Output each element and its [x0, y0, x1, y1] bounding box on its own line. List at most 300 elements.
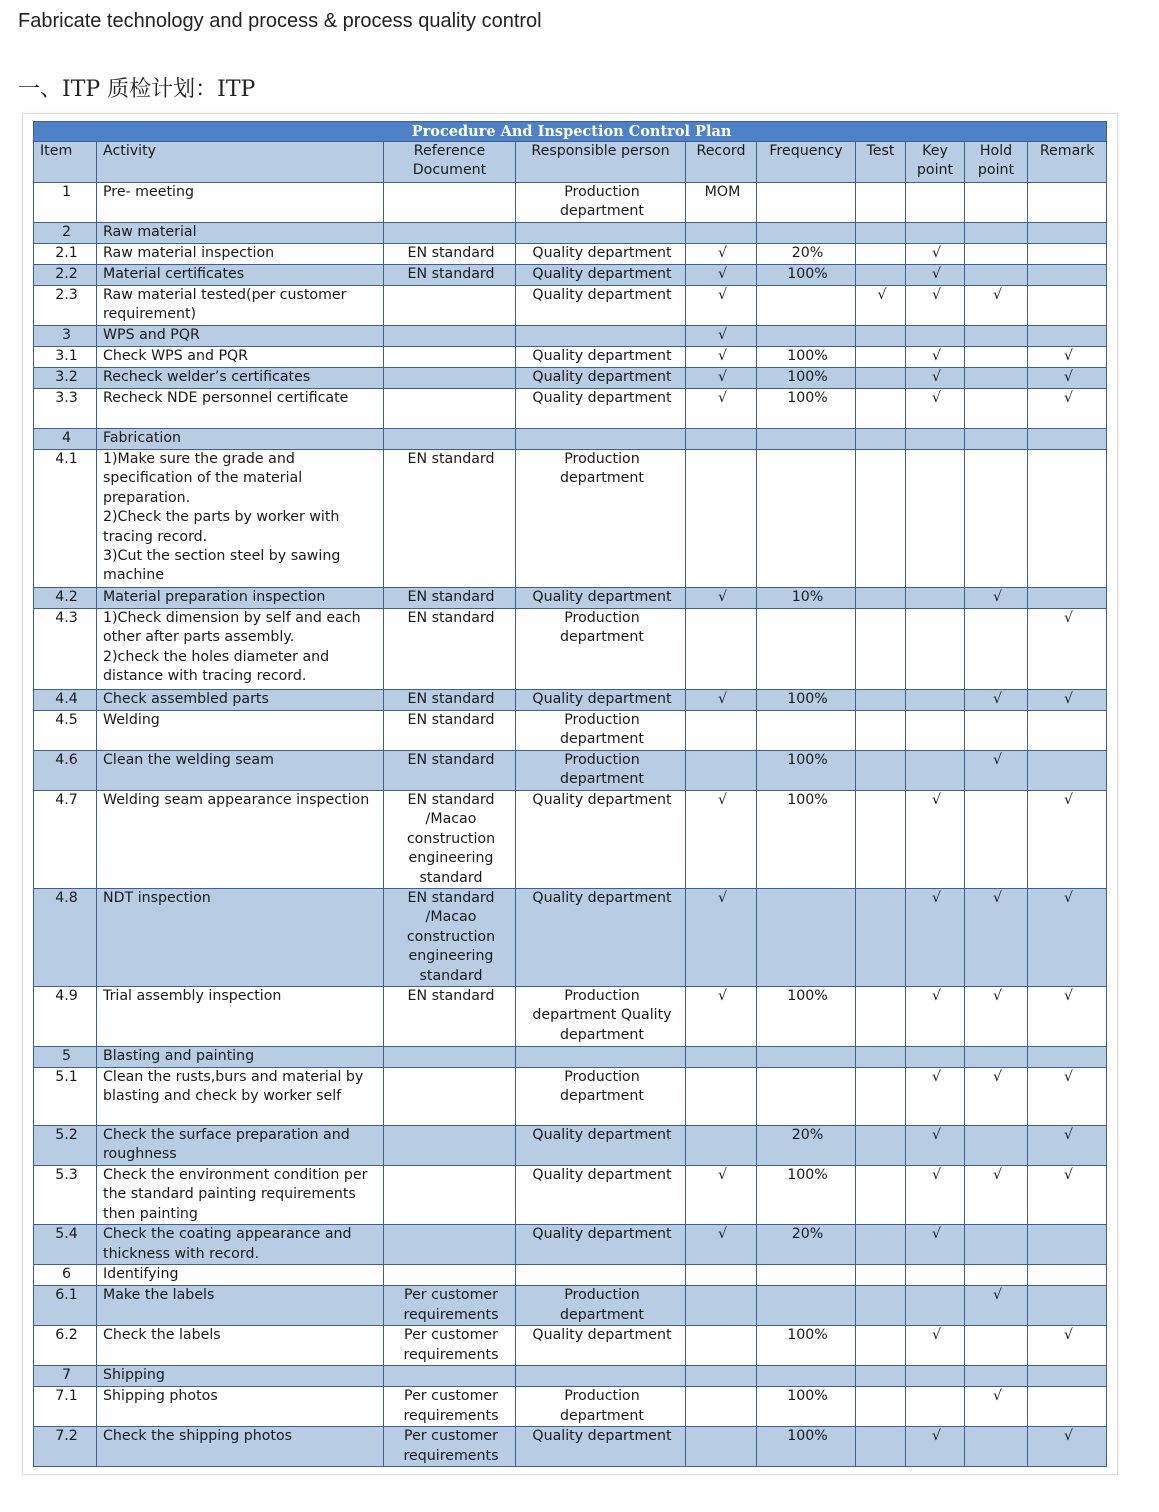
reference-cell: [384, 326, 516, 347]
reference-cell: [384, 183, 516, 223]
test-cell: [856, 1166, 906, 1225]
key-point-cell: [906, 450, 965, 588]
activity-cell: Fabrication: [97, 429, 384, 450]
responsible-cell: Production department: [516, 183, 686, 223]
record-cell: [686, 1387, 757, 1427]
record-cell: [686, 450, 757, 588]
table-row: [34, 265, 1107, 286]
hold-point-cell: [965, 1126, 1028, 1166]
hold-point-cell: [965, 265, 1028, 286]
activity-cell: Check assembled parts: [97, 690, 384, 711]
reference-cell: EN standard: [384, 987, 516, 1047]
remark-cell: √: [1028, 389, 1107, 429]
responsible-cell: [516, 429, 686, 450]
record-cell: √: [686, 265, 757, 286]
reference-cell: Per customer requirements: [384, 1326, 516, 1366]
responsible-cell: Quality department: [516, 791, 686, 889]
hold-point-cell: [965, 347, 1028, 368]
item-cell: 3.2: [34, 368, 97, 389]
responsible-cell: Production department: [516, 751, 686, 791]
test-cell: [856, 1427, 906, 1467]
test-cell: [856, 609, 906, 690]
record-cell: [686, 429, 757, 450]
record-cell: √: [686, 244, 757, 265]
activity-cell: Clean the welding seam: [97, 751, 384, 791]
reference-cell: EN standard: [384, 588, 516, 609]
hold-point-cell: [965, 429, 1028, 450]
table-row: [34, 1225, 1107, 1265]
hold-point-cell: [965, 1326, 1028, 1366]
frequency-cell: 100%: [757, 1166, 856, 1225]
reference-cell: [384, 1265, 516, 1286]
record-cell: [686, 751, 757, 791]
remark-cell: √: [1028, 1126, 1107, 1166]
hold-point-cell: √: [965, 286, 1028, 326]
record-cell: [686, 1286, 757, 1326]
reference-cell: [384, 223, 516, 244]
item-cell: 4.4: [34, 690, 97, 711]
frequency-cell: [757, 1047, 856, 1068]
remark-cell: [1028, 326, 1107, 347]
hold-point-cell: [965, 183, 1028, 223]
key-point-cell: √: [906, 286, 965, 326]
header-key-point: Key point: [906, 142, 965, 183]
table-row: [34, 368, 1107, 389]
table-row: [34, 690, 1107, 711]
item-cell: 4.3: [34, 609, 97, 690]
responsible-cell: Quality department: [516, 1326, 686, 1366]
item-cell: 4.2: [34, 588, 97, 609]
test-cell: [856, 347, 906, 368]
activity-cell: Check the environment condition per the standard painting requirements then painting: [97, 1166, 384, 1225]
reference-cell: [384, 1366, 516, 1387]
remark-cell: [1028, 1047, 1107, 1068]
item-cell: 7: [34, 1366, 97, 1387]
activity-cell: Welding: [97, 711, 384, 751]
record-cell: √: [686, 690, 757, 711]
responsible-cell: Quality department: [516, 1126, 686, 1166]
activity-cell: Check the shipping photos: [97, 1427, 384, 1467]
reference-cell: EN standard: [384, 265, 516, 286]
header-item: Item: [34, 142, 97, 183]
test-cell: [856, 1265, 906, 1286]
reference-cell: EN standard: [384, 450, 516, 588]
hold-point-cell: √: [965, 751, 1028, 791]
hold-point-cell: √: [965, 690, 1028, 711]
responsible-cell: Production department: [516, 711, 686, 751]
hold-point-cell: [965, 368, 1028, 389]
test-cell: [856, 1068, 906, 1126]
record-cell: √: [686, 286, 757, 326]
section-title: 一、ITP 质检计划：ITP: [18, 77, 256, 102]
reference-cell: [384, 1126, 516, 1166]
responsible-cell: Quality department: [516, 368, 686, 389]
item-cell: 1: [34, 183, 97, 223]
reference-cell: [384, 429, 516, 450]
key-point-cell: [906, 609, 965, 690]
table-row: [34, 987, 1107, 1047]
reference-cell: [384, 368, 516, 389]
table-row: [34, 1366, 1107, 1387]
record-cell: √: [686, 326, 757, 347]
table-row: [34, 1126, 1107, 1166]
frequency-cell: 100%: [757, 1427, 856, 1467]
record-cell: √: [686, 389, 757, 429]
reference-cell: EN standard: [384, 244, 516, 265]
frequency-cell: [757, 609, 856, 690]
remark-cell: [1028, 1366, 1107, 1387]
reference-cell: [384, 347, 516, 368]
test-cell: [856, 429, 906, 450]
test-cell: [856, 751, 906, 791]
test-cell: [856, 791, 906, 889]
reference-cell: EN standard: [384, 609, 516, 690]
item-cell: 4.1: [34, 450, 97, 588]
item-cell: 7.1: [34, 1387, 97, 1427]
frequency-cell: [757, 286, 856, 326]
remark-cell: √: [1028, 347, 1107, 368]
responsible-cell: Quality department: [516, 265, 686, 286]
responsible-cell: Production department: [516, 1387, 686, 1427]
remark-cell: [1028, 588, 1107, 609]
item-cell: 5.3: [34, 1166, 97, 1225]
key-point-cell: √: [906, 389, 965, 429]
header-hold-point: Hold point: [965, 142, 1028, 183]
test-cell: [856, 1225, 906, 1265]
table-row: [34, 1068, 1107, 1126]
frequency-cell: 100%: [757, 791, 856, 889]
test-cell: [856, 389, 906, 429]
activity-cell: Blasting and painting: [97, 1047, 384, 1068]
item-cell: 2.3: [34, 286, 97, 326]
table-row: [34, 450, 1107, 588]
item-cell: 4.8: [34, 889, 97, 987]
record-cell: √: [686, 1166, 757, 1225]
table-row: [34, 1326, 1107, 1366]
key-point-cell: [906, 588, 965, 609]
item-cell: 4.9: [34, 987, 97, 1047]
record-cell: [686, 1265, 757, 1286]
frequency-cell: 100%: [757, 265, 856, 286]
reference-cell: EN standard /Macao construction engineering standard: [384, 889, 516, 987]
remark-cell: [1028, 450, 1107, 588]
item-cell: 7.2: [34, 1427, 97, 1467]
frequency-cell: 100%: [757, 389, 856, 429]
reference-cell: EN standard: [384, 711, 516, 751]
responsible-cell: Production department: [516, 609, 686, 690]
frequency-cell: [757, 1068, 856, 1126]
record-cell: [686, 223, 757, 244]
key-point-cell: √: [906, 1166, 965, 1225]
record-cell: [686, 1326, 757, 1366]
remark-cell: [1028, 265, 1107, 286]
key-point-cell: √: [906, 244, 965, 265]
key-point-cell: [906, 429, 965, 450]
hold-point-cell: [965, 711, 1028, 751]
reference-cell: EN standard: [384, 690, 516, 711]
test-cell: [856, 265, 906, 286]
responsible-cell: [516, 1265, 686, 1286]
item-cell: 3.1: [34, 347, 97, 368]
remark-cell: [1028, 751, 1107, 791]
test-cell: [856, 223, 906, 244]
responsible-cell: Quality department: [516, 244, 686, 265]
reference-cell: Per customer requirements: [384, 1427, 516, 1467]
hold-point-cell: √: [965, 1286, 1028, 1326]
record-cell: √: [686, 1225, 757, 1265]
responsible-cell: Quality department: [516, 389, 686, 429]
remark-cell: [1028, 1387, 1107, 1427]
frequency-cell: [757, 326, 856, 347]
responsible-cell: Production department Quality department: [516, 987, 686, 1047]
activity-cell: Material preparation inspection: [97, 588, 384, 609]
key-point-cell: √: [906, 1126, 965, 1166]
record-cell: √: [686, 347, 757, 368]
header-responsible: Responsible person: [516, 142, 686, 183]
frequency-cell: 100%: [757, 1326, 856, 1366]
table-row: [34, 223, 1107, 244]
frequency-cell: [757, 450, 856, 588]
key-point-cell: [906, 690, 965, 711]
table-row: [34, 609, 1107, 690]
responsible-cell: [516, 1366, 686, 1387]
hold-point-cell: √: [965, 987, 1028, 1047]
reference-cell: [384, 389, 516, 429]
remark-cell: [1028, 286, 1107, 326]
itp-table-body: [34, 183, 1107, 1467]
responsible-cell: Quality department: [516, 889, 686, 987]
item-cell: 5.1: [34, 1068, 97, 1126]
item-cell: 3: [34, 326, 97, 347]
remark-cell: √: [1028, 1068, 1107, 1126]
item-cell: 2.1: [34, 244, 97, 265]
item-cell: 2.2: [34, 265, 97, 286]
record-cell: √: [686, 368, 757, 389]
hold-point-cell: [965, 244, 1028, 265]
remark-cell: √: [1028, 1427, 1107, 1467]
key-point-cell: √: [906, 347, 965, 368]
table-row: [34, 588, 1107, 609]
responsible-cell: Production department: [516, 450, 686, 588]
record-cell: [686, 1366, 757, 1387]
test-cell: [856, 1366, 906, 1387]
activity-cell: 1)Check dimension by self and each other after parts assembly. 2)check the holes diameter and distance with tracing record.: [97, 609, 384, 690]
frequency-cell: [757, 1286, 856, 1326]
test-cell: √: [856, 286, 906, 326]
frequency-cell: 100%: [757, 690, 856, 711]
frequency-cell: 20%: [757, 1225, 856, 1265]
table-caption: Procedure And Inspection Control Plan: [34, 122, 1107, 142]
table-row: [34, 751, 1107, 791]
frequency-cell: [757, 223, 856, 244]
test-cell: [856, 889, 906, 987]
activity-cell: Identifying: [97, 1265, 384, 1286]
key-point-cell: √: [906, 265, 965, 286]
record-cell: √: [686, 889, 757, 987]
frequency-cell: 100%: [757, 751, 856, 791]
activity-cell: Shipping photos: [97, 1387, 384, 1427]
key-point-cell: [906, 711, 965, 751]
activity-cell: Shipping: [97, 1366, 384, 1387]
key-point-cell: √: [906, 368, 965, 389]
frequency-cell: [757, 1265, 856, 1286]
hold-point-cell: [965, 1265, 1028, 1286]
reference-cell: [384, 1225, 516, 1265]
hold-point-cell: [965, 326, 1028, 347]
item-cell: 2: [34, 223, 97, 244]
activity-cell: Check the labels: [97, 1326, 384, 1366]
table-row: [34, 1427, 1107, 1467]
reference-cell: [384, 1047, 516, 1068]
key-point-cell: [906, 1366, 965, 1387]
record-cell: [686, 609, 757, 690]
table-row: [34, 1166, 1107, 1225]
key-point-cell: [906, 223, 965, 244]
header-test: Test: [856, 142, 906, 183]
activity-cell: Pre- meeting: [97, 183, 384, 223]
item-cell: 4: [34, 429, 97, 450]
responsible-cell: Quality department: [516, 588, 686, 609]
hold-point-cell: [965, 609, 1028, 690]
reference-cell: EN standard /Macao construction engineering standard: [384, 791, 516, 889]
item-cell: 4.7: [34, 791, 97, 889]
key-point-cell: √: [906, 1326, 965, 1366]
frequency-cell: 20%: [757, 244, 856, 265]
responsible-cell: Production department: [516, 1068, 686, 1126]
activity-cell: Make the labels: [97, 1286, 384, 1326]
record-cell: [686, 1427, 757, 1467]
remark-cell: √: [1028, 368, 1107, 389]
table-row: [34, 791, 1107, 889]
responsible-cell: [516, 223, 686, 244]
table-row: [34, 1047, 1107, 1068]
record-cell: [686, 711, 757, 751]
responsible-cell: Quality department: [516, 286, 686, 326]
remark-cell: [1028, 1265, 1107, 1286]
table-row: [34, 183, 1107, 223]
hold-point-cell: [965, 791, 1028, 889]
item-cell: 5.2: [34, 1126, 97, 1166]
remark-cell: [1028, 244, 1107, 265]
record-cell: [686, 1068, 757, 1126]
table-row: [34, 429, 1107, 450]
hold-point-cell: [965, 1225, 1028, 1265]
frequency-cell: 100%: [757, 987, 856, 1047]
hold-point-cell: [965, 450, 1028, 588]
frequency-cell: 100%: [757, 1387, 856, 1427]
hold-point-cell: √: [965, 588, 1028, 609]
remark-cell: √: [1028, 987, 1107, 1047]
hold-point-cell: [965, 389, 1028, 429]
activity-cell: Welding seam appearance inspection: [97, 791, 384, 889]
key-point-cell: √: [906, 1427, 965, 1467]
responsible-cell: Quality department: [516, 690, 686, 711]
key-point-cell: √: [906, 1068, 965, 1126]
test-cell: [856, 368, 906, 389]
activity-cell: Clean the rusts,burs and material by blasting and check by worker self: [97, 1068, 384, 1126]
frequency-cell: [757, 1366, 856, 1387]
record-cell: [686, 1047, 757, 1068]
test-cell: [856, 244, 906, 265]
activity-cell: Raw material: [97, 223, 384, 244]
responsible-cell: [516, 1047, 686, 1068]
reference-cell: Per customer requirements: [384, 1387, 516, 1427]
itp-table: [33, 121, 1107, 1467]
activity-cell: Material certificates: [97, 265, 384, 286]
reference-cell: [384, 286, 516, 326]
test-cell: [856, 1047, 906, 1068]
record-cell: [686, 1126, 757, 1166]
table-row: [34, 711, 1107, 751]
remark-cell: [1028, 711, 1107, 751]
frequency-cell: [757, 183, 856, 223]
activity-cell: Raw material tested(per customer requirement): [97, 286, 384, 326]
test-cell: [856, 450, 906, 588]
table-row: [34, 326, 1107, 347]
header-reference: Reference Document: [384, 142, 516, 183]
key-point-cell: √: [906, 791, 965, 889]
responsible-cell: Production department: [516, 1286, 686, 1326]
key-point-cell: [906, 751, 965, 791]
header-remark: Remark: [1028, 142, 1107, 183]
key-point-cell: √: [906, 987, 965, 1047]
item-cell: 6.1: [34, 1286, 97, 1326]
responsible-cell: [516, 326, 686, 347]
remark-cell: [1028, 1286, 1107, 1326]
item-cell: 3.3: [34, 389, 97, 429]
frequency-cell: [757, 429, 856, 450]
hold-point-cell: √: [965, 1166, 1028, 1225]
remark-cell: √: [1028, 791, 1107, 889]
remark-cell: [1028, 429, 1107, 450]
item-cell: 4.6: [34, 751, 97, 791]
key-point-cell: [906, 1265, 965, 1286]
hold-point-cell: [965, 1366, 1028, 1387]
test-cell: [856, 1126, 906, 1166]
table-row: [34, 889, 1107, 987]
frequency-cell: 10%: [757, 588, 856, 609]
responsible-cell: Quality department: [516, 347, 686, 368]
responsible-cell: Quality department: [516, 1225, 686, 1265]
record-cell: √: [686, 791, 757, 889]
key-point-cell: [906, 1286, 965, 1326]
test-cell: [856, 326, 906, 347]
table-row: [34, 1265, 1107, 1286]
item-cell: 6: [34, 1265, 97, 1286]
test-cell: [856, 183, 906, 223]
test-cell: [856, 987, 906, 1047]
test-cell: [856, 588, 906, 609]
item-cell: 5: [34, 1047, 97, 1068]
header-frequency: Frequency: [757, 142, 856, 183]
frequency-cell: 100%: [757, 368, 856, 389]
reference-cell: Per customer requirements: [384, 1286, 516, 1326]
activity-cell: Check WPS and PQR: [97, 347, 384, 368]
key-point-cell: [906, 183, 965, 223]
key-point-cell: [906, 1047, 965, 1068]
hold-point-cell: [965, 1427, 1028, 1467]
hold-point-cell: √: [965, 1387, 1028, 1427]
record-cell: √: [686, 987, 757, 1047]
document-title: Fabricate technology and process & process quality control: [18, 10, 542, 32]
test-cell: [856, 1387, 906, 1427]
activity-cell: Recheck NDE personnel certificate: [97, 389, 384, 429]
test-cell: [856, 711, 906, 751]
frequency-cell: 100%: [757, 347, 856, 368]
responsible-cell: Quality department: [516, 1166, 686, 1225]
record-cell: √: [686, 588, 757, 609]
activity-cell: NDT inspection: [97, 889, 384, 987]
